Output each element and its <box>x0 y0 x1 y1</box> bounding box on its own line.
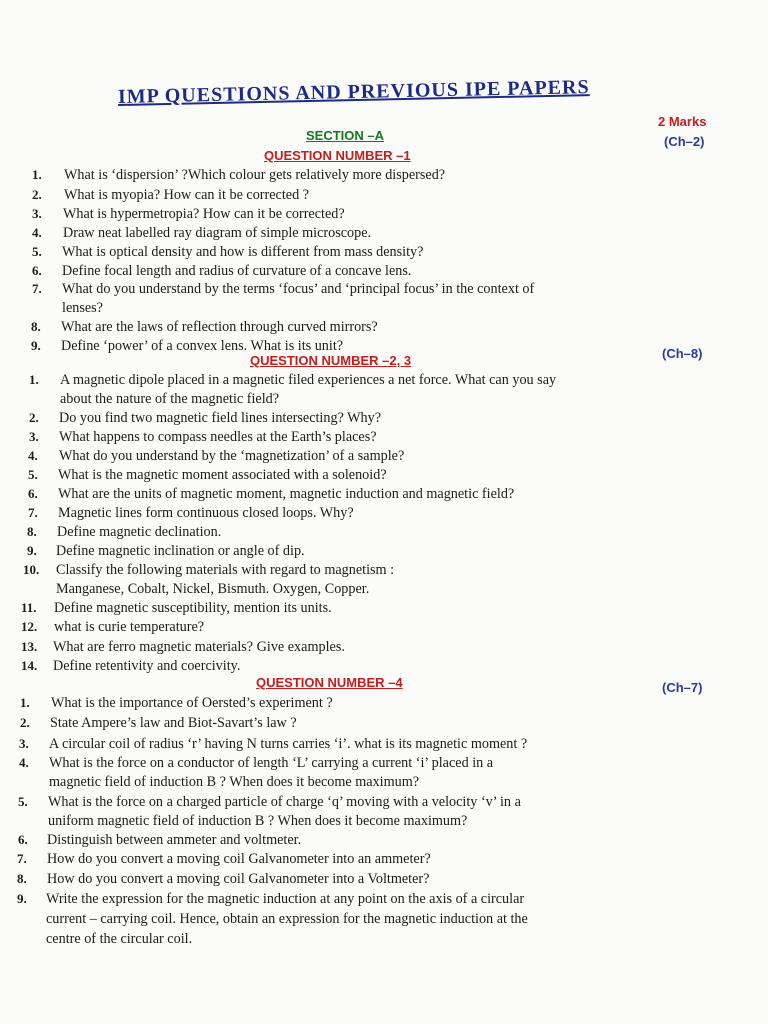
item-number: 9. <box>31 338 41 353</box>
item-number: 4. <box>32 225 42 240</box>
item-text: Classify the following materials with regard to magnetism : <box>56 562 395 578</box>
item-number: 7. <box>28 505 38 520</box>
item-text: What are ferro magnetic materials? Give examples. <box>53 639 345 655</box>
item-text-continued: current – carrying coil. Hence, obtain an expression for the magnetic induction at the <box>46 911 528 927</box>
item-text: what is curie temperature? <box>54 619 205 635</box>
item-text: What is myopia? How can it be corrected ? <box>64 187 310 203</box>
item-number: 14. <box>21 658 38 673</box>
item-number: 11. <box>21 600 37 615</box>
item-number: 12. <box>21 619 38 634</box>
item-number: 10. <box>23 562 40 577</box>
item-number: 2. <box>32 187 42 202</box>
question-number-heading-3: QUESTION NUMBER –4 <box>256 675 403 690</box>
section-heading: SECTION –A <box>306 128 385 143</box>
item-text: What is optical density and how is different from mass density? <box>62 244 424 260</box>
item-text-continued: Manganese, Cobalt, Nickel, Bismuth. Oxygen, Copper. <box>56 581 370 597</box>
item-number: 8. <box>31 319 41 334</box>
item-number: 5. <box>18 794 28 809</box>
item-number: 3. <box>29 429 39 444</box>
item-number: 9. <box>27 543 37 558</box>
chapter-label-3: (Ch–7) <box>662 680 703 695</box>
item-text: What is the force on a charged particle of charge ‘q’ moving with a velocity ‘v’ in a <box>48 794 521 810</box>
item-number: 1. <box>20 695 30 710</box>
item-number: 3. <box>32 206 42 221</box>
item-text-continued: lenses? <box>62 300 103 316</box>
item-number: 6. <box>18 832 28 847</box>
item-number: 4. <box>19 755 29 770</box>
item-text: What are the units of magnetic moment, magnetic induction and magnetic field? <box>58 486 515 502</box>
item-text: Draw neat labelled ray diagram of simple microscope. <box>63 225 372 241</box>
item-number: 5. <box>28 467 38 482</box>
item-text: A magnetic dipole placed in a magnetic filed experiences a net force. What can you say <box>60 372 557 388</box>
item-text: Define ‘power’ of a convex lens. What is its unit? <box>61 338 344 354</box>
item-text: State Ampere’s law and Biot-Savart’s law ? <box>50 715 297 731</box>
item-number: 1. <box>29 372 39 387</box>
item-text: Define retentivity and coercivity. <box>53 658 241 674</box>
item-text: What is the magnetic moment associated with a solenoid? <box>58 467 387 483</box>
marks-label: 2 Marks <box>658 114 707 129</box>
item-number: 6. <box>32 263 42 278</box>
item-number: 7. <box>17 851 27 866</box>
item-number: 8. <box>27 524 37 539</box>
item-text: How do you convert a moving coil Galvanometer into an ammeter? <box>47 851 431 867</box>
item-number: 2. <box>20 715 30 730</box>
item-number: 4. <box>28 448 38 463</box>
item-text: How do you convert a moving coil Galvanometer into a Voltmeter? <box>47 871 430 887</box>
question-number-heading-2: QUESTION NUMBER –2, 3 <box>250 353 412 368</box>
item-number: 13. <box>21 639 38 654</box>
chapter-label-1: (Ch–2) <box>664 134 705 149</box>
item-number: 2. <box>29 410 39 425</box>
item-text: Write the expression for the magnetic induction at any point on the axis of a circular <box>46 891 525 907</box>
item-text: Distinguish between ammeter and voltmeter. <box>47 832 302 848</box>
item-text: What do you understand by the terms ‘focus’ and ‘principal focus’ in the context of <box>62 281 535 297</box>
item-text: A circular coil of radius ‘r’ having N turns carries ‘i’. what is its magnetic moment ? <box>49 736 528 752</box>
item-text: What is the force on a conductor of length ‘L’ carrying a current ‘i’ placed in a <box>49 755 494 771</box>
item-number: 9. <box>17 891 27 906</box>
item-text-continued: about the nature of the magnetic field? <box>60 391 280 407</box>
item-text: What is the importance of Oersted’s experiment ? <box>51 695 333 711</box>
item-number: 5. <box>32 244 42 259</box>
page-title: IMP QUESTIONS AND PREVIOUS IPE PAPERS <box>117 76 590 108</box>
item-text: What are the laws of reflection through curved mirrors? <box>61 319 378 335</box>
item-text-continued: uniform magnetic field of induction B ? When does it become maximum? <box>48 813 468 829</box>
item-number: 6. <box>28 486 38 501</box>
item-text-continued: magnetic field of induction B ? When does it become maximum? <box>49 774 420 790</box>
item-number: 8. <box>17 871 27 886</box>
item-number: 3. <box>19 736 29 751</box>
item-text: Define magnetic susceptibility, mention its units. <box>54 600 332 616</box>
item-text: What is ‘dispersion’ ?Which colour gets relatively more dispersed? <box>64 167 446 183</box>
item-text: Define magnetic inclination or angle of dip. <box>56 543 305 559</box>
item-text: What happens to compass needles at the Earth’s places? <box>59 429 377 445</box>
item-text: Magnetic lines form continuous closed loops. Why? <box>58 505 354 521</box>
question-number-heading-1: QUESTION NUMBER –1 <box>264 148 411 163</box>
item-text: Do you find two magnetic field lines intersecting? Why? <box>59 410 382 426</box>
item-text: Define magnetic declination. <box>57 524 222 540</box>
item-text: Define focal length and radius of curvature of a concave lens. <box>62 263 412 279</box>
chapter-label-2: (Ch–8) <box>662 346 703 361</box>
item-text: What do you understand by the ‘magnetization’ of a sample? <box>59 448 405 464</box>
item-text: What is hypermetropia? How can it be corrected? <box>63 206 345 222</box>
item-text-continued: centre of the circular coil. <box>46 931 193 947</box>
item-number: 1. <box>32 167 42 182</box>
item-number: 7. <box>32 281 42 296</box>
